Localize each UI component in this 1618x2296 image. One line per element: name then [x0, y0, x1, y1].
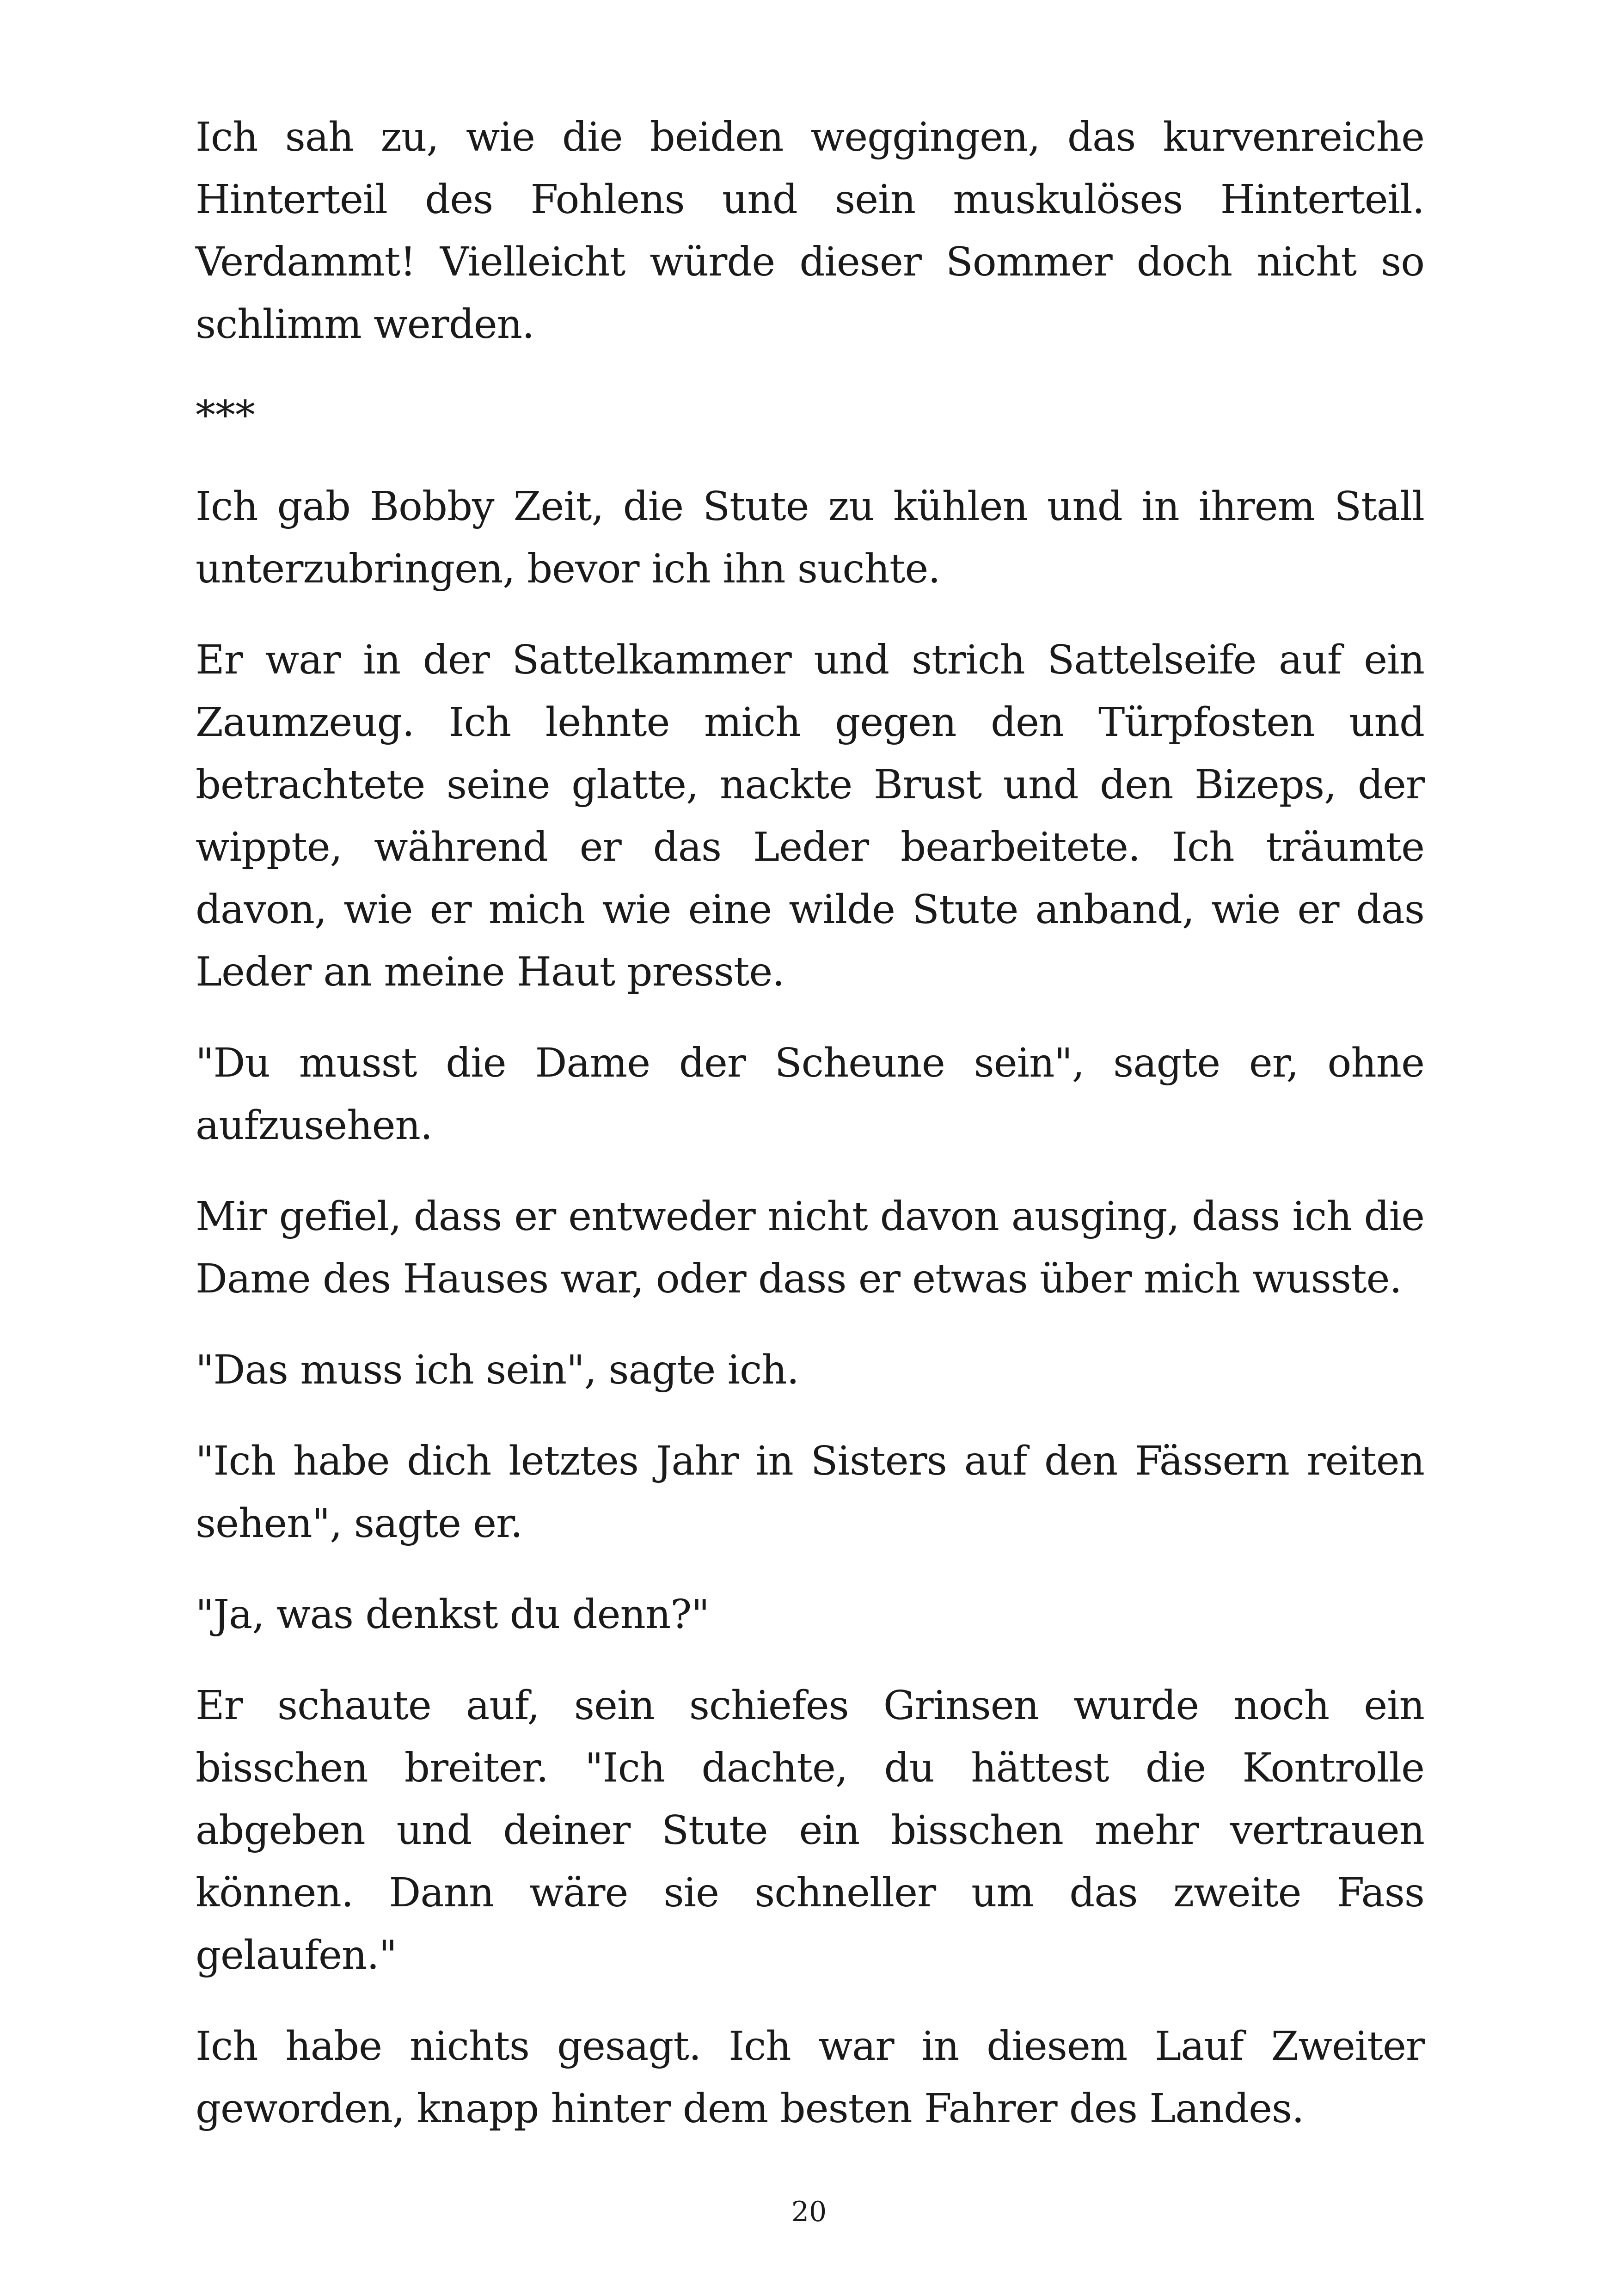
text-body	[196, 106, 1424, 2169]
page-number: 20	[791, 2196, 827, 2228]
paragraph: Ich habe nichts gesagt. Ich war in diesem Lauf Zweiter geworden, knapp hinter dem besten Fahrer des Landes.	[196, 2023, 1424, 2132]
paragraph: Er schaute auf, sein schiefes Grinsen wurde noch ein bisschen breiter. "Ich dachte, du hättest die Kontrolle abgeben und deiner Stute ein bisschen mehr vertrauen können. Dann wäre sie schneller um das zweite Fass gelaufen."	[196, 1683, 1424, 1978]
paragraph: Mir gefiel, dass er entweder nicht davon ausging, dass ich die Dame des Hauses war, oder dass er etwas über mich wusste.	[196, 1194, 1424, 1302]
paragraph: "Ja, was denkst du denn?"	[196, 1592, 709, 1638]
paragraph: Ich sah zu, wie die beiden weggingen, das kurvenreiche Hinterteil des Fohlens und sein muskulöses Hinterteil. Verdammt! Vielleicht würde dieser Sommer doch nicht so schlimm werden.	[196, 114, 1424, 348]
paragraph: Ich gab Bobby Zeit, die Stute zu kühlen und in ihrem Stall unterzubringen, bevor ich ihn suchte.	[196, 484, 1424, 592]
paragraph: Er war in der Sattelkammer und strich Sattelseife auf ein Zaumzeug. Ich lehnte mich gegen den Türpfosten und betrachtete seine glatte, nackte Brust und den Bizeps, der wippte, während er das Leder bearbeitete. Ich träumte davon, wie er mich wie eine wilde Stute anband, wie er das Leder an meine Haut presste.	[196, 637, 1424, 995]
paragraph: "Ich habe dich letztes Jahr in Sisters auf den Fässern reiten sehen", sagte er.	[196, 1438, 1424, 1547]
paragraph: "Das muss ich sein", sagte ich.	[196, 1347, 799, 1393]
paragraph: "Du musst die Dame der Scheune sein", sagte er, ohne aufzusehen.	[196, 1040, 1424, 1149]
section-separator: ***	[196, 392, 255, 439]
